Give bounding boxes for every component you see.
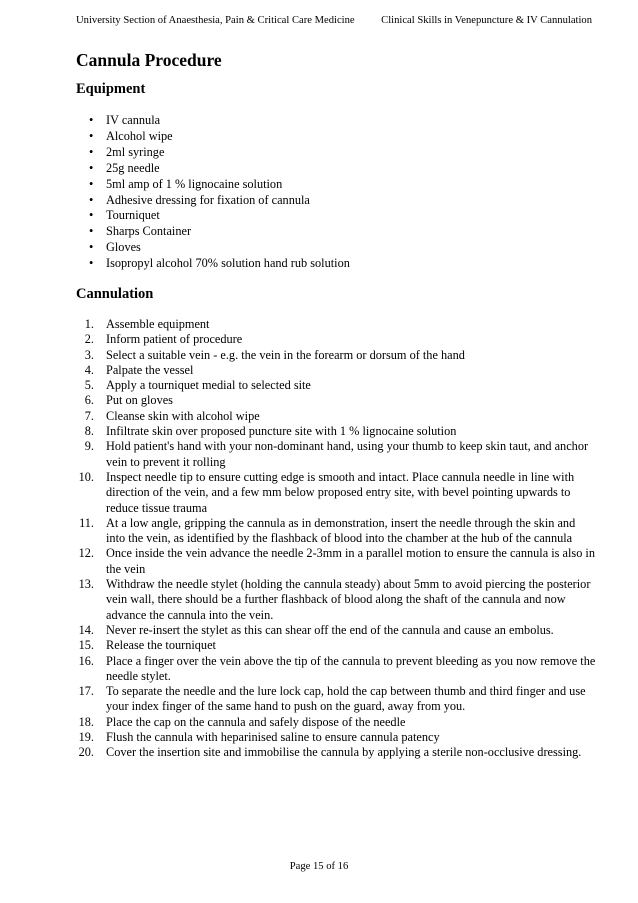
page-number: Page 15 of 16 [289,861,349,872]
step-number: 1. [84,317,94,331]
step-number: 15. [78,638,94,653]
step-number: 8. [84,424,94,439]
step-text: Place the cap on the cannula and safely dispose of the needle [106,714,406,729]
cannulation-step [76,654,596,685]
cannulation-steps-list [76,317,596,761]
equipment-item [76,129,350,145]
step-number: 11. [79,515,94,530]
step-number: 4. [84,362,94,377]
step-text: Inspect needle tip to ensure cutting edge is smooth and intact. Place cannula needle in line with direction of the vein, and a few mm below proposed entry site, with bevel pointing upwards to reduce tissue trauma [106,469,575,515]
cannulation-step [76,317,596,332]
step-number: 14. [78,622,94,637]
cannulation-step [76,470,596,516]
cannulation-step [76,332,596,347]
equipment-item [76,193,350,209]
cannulation-step [76,409,596,424]
bullet-icon: • [89,144,94,159]
cannulation-step [76,577,596,623]
equipment-item-text: 5ml amp of 1 % lignocaine solution [106,176,283,191]
equipment-item [76,224,350,240]
bullet-icon: • [89,160,94,175]
cannulation-step [76,546,596,577]
equipment-item-text: 25g needle [106,160,160,175]
step-number: 13. [78,577,94,592]
cannulation-step [76,638,596,653]
step-number: 12. [78,546,94,561]
cannulation-step [76,363,596,378]
equipment-item-text: Tourniquet [106,208,160,223]
step-text: Palpate the vessel [106,362,194,377]
cannulation-step [76,378,596,393]
step-text: Select a suitable vein - e.g. the vein in the forearm or dorsum of the hand [106,347,465,362]
cannulation-heading: Cannulation [76,286,154,302]
equipment-item-text: Isopropyl alcohol 70% solution hand rub solution [106,256,350,271]
equipment-item [76,145,350,161]
equipment-item [76,113,350,129]
equipment-item-text: 2ml syringe [106,144,165,159]
step-text: To separate the needle and the lure lock cap, hold the cap between thumb and third finger and use your index finger of the same hand to push on the guard, away from you. [106,684,586,714]
equipment-item [76,177,350,193]
step-number: 2. [84,332,94,347]
step-text: Cleanse skin with alcohol wipe [106,408,260,423]
header-right-text: Clinical Skills in Venepuncture & IV Cannulation [381,15,592,26]
step-number: 7. [84,408,94,423]
cannulation-step [76,439,596,470]
cannulation-step [76,730,596,745]
header-left-text: University Section of Anaesthesia, Pain & Critical Care Medicine [76,15,355,26]
bullet-icon: • [89,192,94,207]
step-number: 3. [84,347,94,362]
page-footer [0,860,638,873]
equipment-list [76,113,350,272]
step-text: Flush the cannula with heparinised saline to ensure cannula patency [106,730,440,745]
equipment-item-text: IV cannula [106,113,161,127]
equipment-item-text: Gloves [106,240,141,255]
bullet-icon: • [89,128,94,143]
equipment-item-text: Sharps Container [106,224,192,239]
equipment-item [76,240,350,256]
step-number: 6. [84,393,94,408]
step-text: Withdraw the needle stylet (holding the cannula steady) about 5mm to avoid piercing the posterior vein wall, there should be a further flashback of blood along the shaft of the cannula and now advance the cannula into the vein. [106,577,591,622]
equipment-item [76,161,350,177]
cannulation-step [76,393,596,408]
equipment-item-text: Alcohol wipe [106,128,173,143]
step-number: 17. [78,684,94,699]
step-number: 19. [78,730,94,745]
cannulation-step [76,424,596,439]
bullet-icon: • [89,256,94,271]
step-number: 10. [78,469,94,484]
step-text: Assemble equipment [106,317,210,331]
step-text: Place a finger over the vein above the tip of the cannula to prevent bleeding as you now remove the needle stylet. [106,653,596,683]
bullet-icon: • [89,224,94,239]
step-number: 9. [84,439,94,454]
cannulation-step [76,684,596,715]
step-text: Apply a tourniquet medial to selected site [106,378,311,393]
step-number: 16. [78,653,94,668]
step-text: Hold patient's hand with your non-dominant hand, using your thumb to keep skin taut, and anchor vein to prevent it rolling [106,439,589,469]
equipment-item [76,208,350,224]
bullet-icon: • [89,113,94,127]
bullet-icon: • [89,176,94,191]
step-text: Never re-insert the stylet as this can shear off the end of the cannula and cause an embolus. [106,622,554,637]
step-number: 20. [78,745,94,760]
cannulation-step [76,516,596,547]
step-number: 18. [78,714,94,729]
equipment-item-text: Adhesive dressing for fixation of cannula [106,192,310,207]
cannulation-step [76,745,596,760]
bullet-icon: • [89,240,94,255]
step-text: Once inside the vein advance the needle 2-3mm in a parallel motion to ensure the cannula is also in the vein [106,546,595,576]
step-text: Release the tourniquet [106,638,216,653]
cannulation-step [76,623,596,638]
step-text: Put on gloves [106,393,173,408]
equipment-item [76,256,350,272]
step-text: At a low angle, gripping the cannula as in demonstration, insert the needle through the skin and into the vein, as identified by the flashback of blood into the chamber at the hub of the cannula [106,515,576,546]
bullet-icon: • [89,208,94,223]
step-number: 5. [84,378,94,393]
step-text: Cover the insertion site and immobilise the cannula by applying a sterile non-occlusive dressing. [106,745,582,760]
cannulation-step [76,715,596,730]
step-text: Inform patient of procedure [106,332,243,347]
step-text: Infiltrate skin over proposed puncture site with 1 % lignocaine solution [106,424,457,439]
page-title: Cannula Procedure [76,50,222,70]
equipment-heading: Equipment [76,81,146,97]
cannulation-step [76,348,596,363]
page-header [76,14,592,27]
